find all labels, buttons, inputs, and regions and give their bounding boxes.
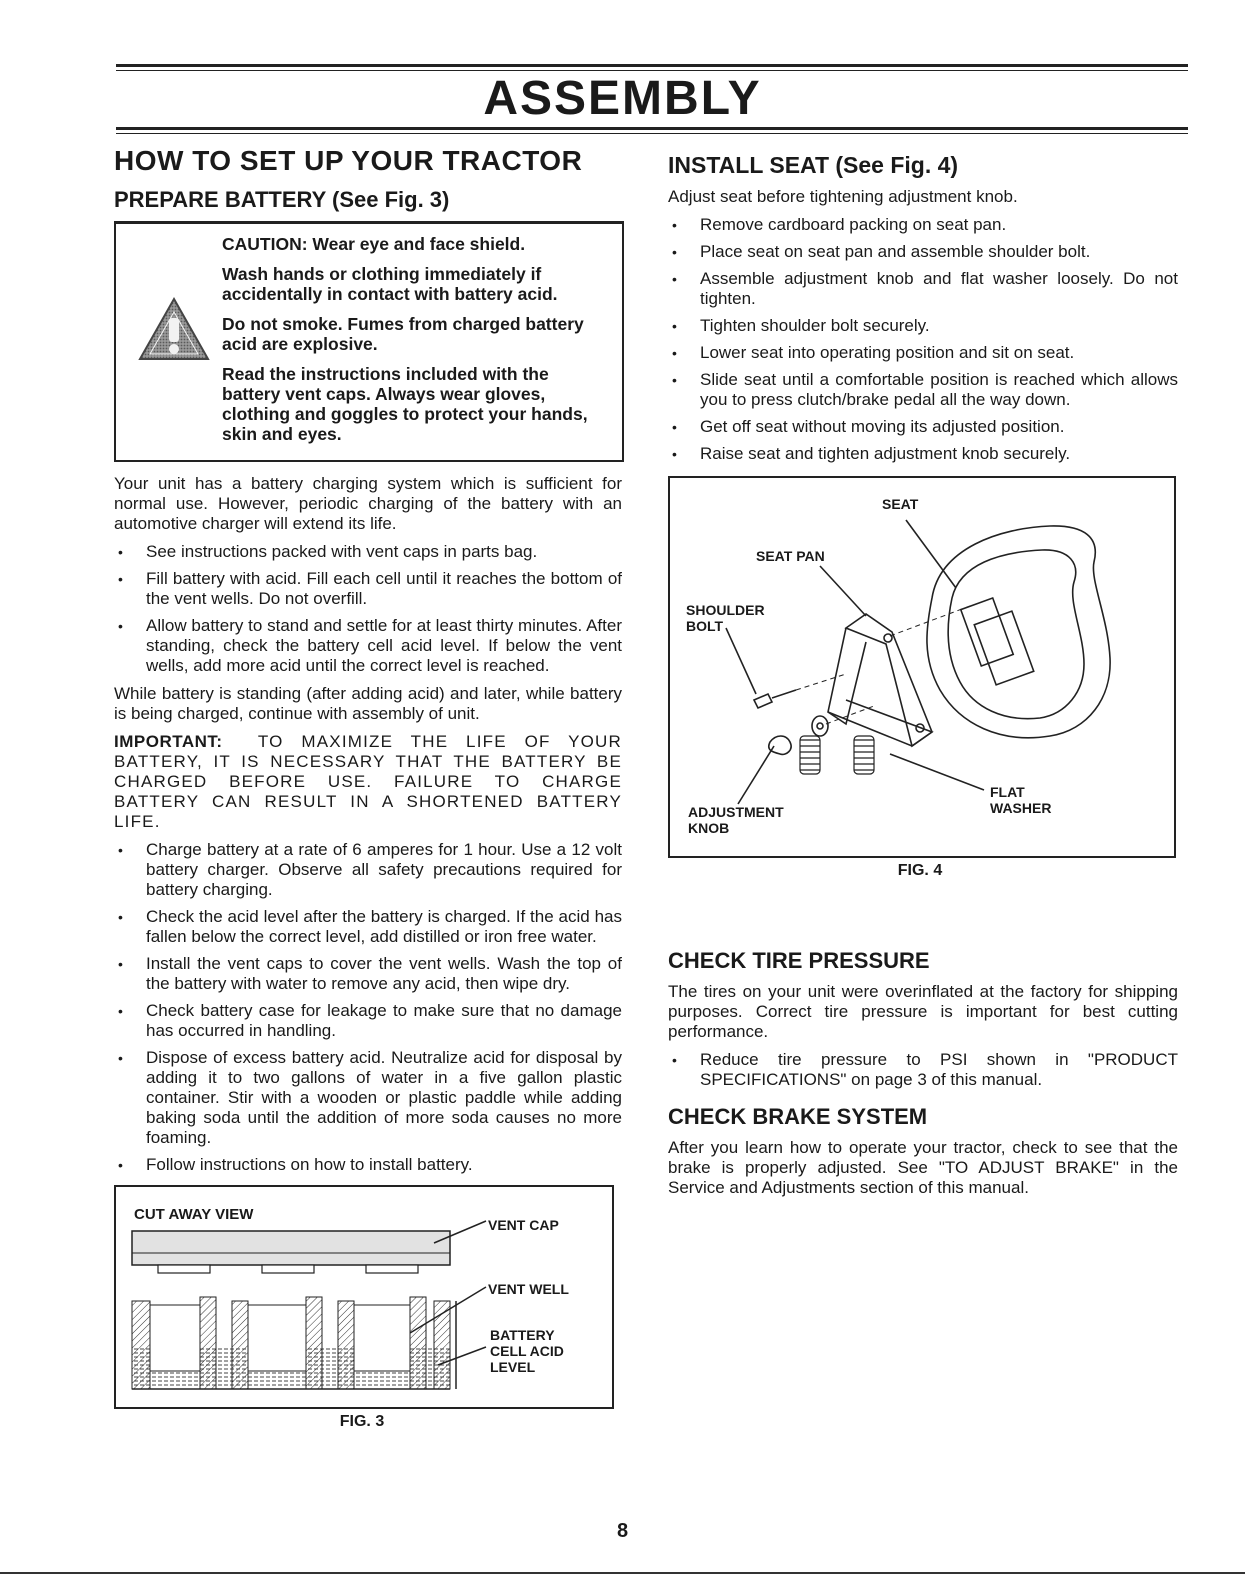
tire-steps	[668, 1050, 1178, 1090]
fig4-seat-label: SEAT	[882, 496, 919, 512]
brake-heading: CHECK BRAKE SYSTEM	[668, 1104, 928, 1129]
fig3-vent-cap-label: VENT CAP	[488, 1217, 559, 1233]
seat-steps	[668, 215, 1178, 464]
list-item: • Fill battery with acid. Fill each cell until it reaches the bottom of the vent wells. Do not overfill.	[114, 569, 622, 609]
important-label: IMPORTANT:	[114, 732, 223, 751]
list-item: • Raise seat and tighten adjustment knob securely.	[668, 444, 1178, 464]
list-item: • Install the vent caps to cover the vent wells. Wash the top of the battery with water to remove any acid, then wipe dry.	[114, 954, 622, 994]
fig3-caption: FIG. 3	[339, 1413, 385, 1430]
battery-steps-1	[114, 542, 622, 676]
caution-box	[114, 221, 624, 462]
list-item: • Tighten shoulder bolt securely.	[668, 316, 1178, 336]
list-item: • Get off seat without moving its adjusted position.	[668, 417, 1178, 437]
fig4-shoulder-label-2: BOLT	[686, 618, 724, 634]
list-item: • Check battery case for leakage to make sure that no damage has occurred in handling.	[114, 1001, 622, 1041]
list-item: • Assemble adjustment knob and flat washer loosely. Do not tighten.	[668, 269, 1178, 309]
fig4-flat-label-2: WASHER	[990, 800, 1052, 816]
list-item: • Check the acid level after the battery is charged. If the acid has fallen below the correct level, add distilled or iron free water.	[114, 907, 622, 947]
fig4-flat-label-1: FLAT	[990, 784, 1025, 800]
fig4-seat-pan-label: SEAT PAN	[756, 548, 825, 564]
fig4-caption: FIG. 4	[897, 862, 943, 879]
fig4-shoulder-label-1: SHOULDER	[686, 602, 765, 618]
fig3-acid-label-2: CELL ACID	[490, 1343, 564, 1359]
list-item: • Follow instructions on how to install battery.	[114, 1155, 622, 1175]
left-column	[114, 145, 622, 1431]
list-item: • Remove cardboard packing on seat pan.	[668, 215, 1178, 235]
page-number: 8	[616, 1520, 629, 1542]
bottom-rule	[0, 1572, 1245, 1574]
warning-triangle-icon	[138, 296, 210, 362]
list-item: • Slide seat until a comfortable position is reached which allows you to press clutch/brake pedal all the way down.	[668, 370, 1178, 410]
seat-heading: INSTALL SEAT (See Fig. 4)	[668, 152, 959, 178]
battery-cutaway-drawing	[116, 1187, 612, 1407]
caution-line-1: CAUTION: Wear eye and face shield.	[222, 234, 526, 254]
fig3-acid-label-3: LEVEL	[490, 1359, 536, 1375]
while-text: While battery is standing (after adding acid) and later, while battery is being charged, continue with assembly of unit.	[114, 684, 622, 723]
list-item: • Dispose of excess battery acid. Neutralize acid for disposal by adding it to two gallons of water in a five gallon plastic container. Stir with a wooden or plastic paddle while adding baking soda until the addition of more soda causes no more foaming.	[114, 1048, 622, 1148]
main-heading: HOW TO SET UP YOUR TRACTOR	[114, 145, 583, 176]
caution-line-3: Do not smoke. Fumes from charged battery acid are explosive.	[222, 314, 584, 354]
spacer	[668, 880, 1178, 948]
list-item: • Allow battery to stand and settle for at least thirty minutes. After standing, check the battery cell acid level. If below the vent wells, add more acid until the correct level is reached.	[114, 616, 622, 676]
list-item: • Place seat on seat pan and assemble shoulder bolt.	[668, 242, 1178, 262]
list-item: • Reduce tire pressure to PSI shown in "PRODUCT SPECIFICATIONS" on page 3 of this manual.	[668, 1050, 1178, 1090]
fig4-adjustment-label-1: ADJUSTMENT	[688, 804, 784, 820]
caution-line-2: Wash hands or clothing immediately if accidentally in contact with battery acid.	[222, 264, 558, 304]
title-rule-bottom	[116, 127, 1188, 130]
battery-steps-2	[114, 840, 622, 1175]
seat-intro: Adjust seat before tightening adjustment knob.	[668, 187, 1018, 206]
title-rule-top	[116, 64, 1188, 67]
title-rule-bottom-thin	[116, 133, 1188, 134]
list-item: • See instructions packed with vent caps in parts bag.	[114, 542, 622, 562]
tire-heading: CHECK TIRE PRESSURE	[668, 948, 930, 973]
important-text: TO MAXIMIZE THE LIFE OF YOUR BATTERY, IT IS NECESSARY THAT THE BATTERY BE CHARGED BEFORE USE. FAILURE TO CHARGE BATTERY CAN RESULT IN A SHORTENED BATTERY LIFE.	[114, 732, 622, 831]
fig3-view-label: CUT AWAY VIEW	[134, 1206, 254, 1223]
list-item: • Lower seat into operating position and sit on seat.	[668, 343, 1178, 363]
fig4-adjustment-label-2: KNOB	[688, 820, 730, 836]
list-item: • Charge battery at a rate of 6 amperes for 1 hour. Use a 12 volt battery charger. Observe all safety precautions required for battery charging.	[114, 840, 622, 900]
battery-heading: PREPARE BATTERY (See Fig. 3)	[114, 187, 450, 212]
caution-line-4: Read the instructions included with the battery vent caps. Always wear gloves, clothing and goggles to protect your hands, skin and eyes.	[222, 364, 588, 444]
fig3-battery-diagram	[114, 1185, 614, 1409]
fig3-acid-label-1: BATTERY	[490, 1327, 555, 1343]
tire-text: The tires on your unit were overinflated at the factory for shipping purposes. Correct tire pressure is important for best cutting performance.	[668, 982, 1178, 1041]
page-title: ASSEMBLY	[483, 72, 762, 125]
fig3-vent-well-label: VENT WELL	[488, 1281, 569, 1297]
seat-assembly-drawing	[670, 478, 1174, 856]
fig4-seat-diagram	[668, 476, 1176, 858]
brake-text: After you learn how to operate your tractor, check to see that the brake is properly adjusted. See "TO ADJUST BRAKE" in the Service and Adjustments section of this manual.	[668, 1138, 1178, 1197]
important-note	[114, 732, 622, 832]
right-column	[668, 152, 1178, 1206]
battery-intro: Your unit has a battery charging system which is sufficient for normal use. However, periodic charging of the battery with an automotive charger will extend its life.	[114, 474, 622, 533]
